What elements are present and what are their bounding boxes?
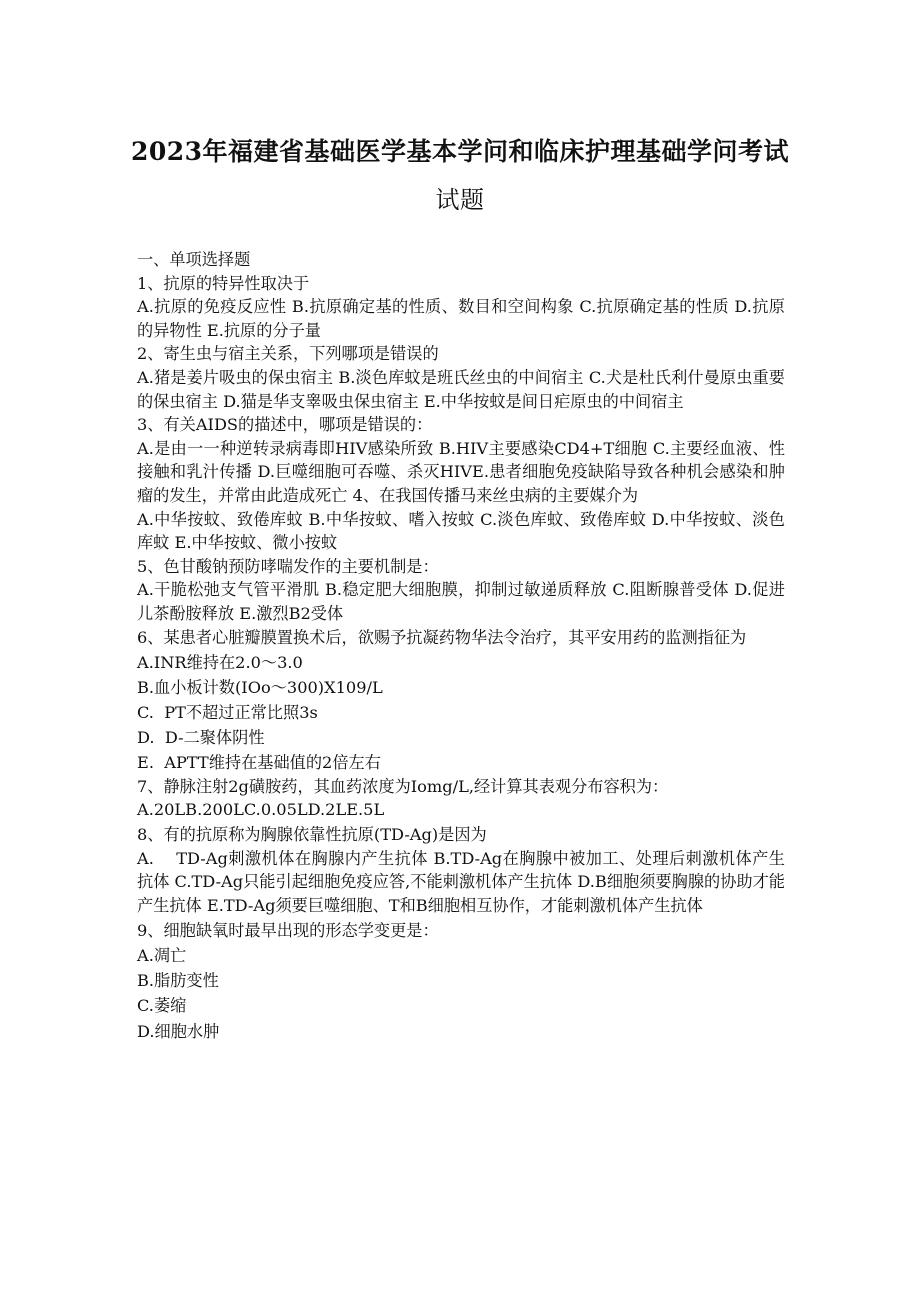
question-8: 8、有的抗原称为胸腺依靠性抗原(TD-Ag)是因为	[137, 825, 487, 845]
document-body	[137, 248, 785, 1043]
question-5-options: A.干脆松弛支气管平滑肌 B.稳定肥大细胞膜，抑制过敏递质释放 C.阻断腺普受体 D.促进儿茶酚胺释放 E.激烈B2受体	[137, 580, 785, 623]
question-6-option-e: E. APTT维持在基础值的2倍左右	[137, 752, 381, 772]
question-7-options: A.20LB.200LC.0.05LD.2LE.5L	[137, 800, 385, 820]
question-7: 7、静脉注射2g磺胺药，其血药浓度为Iomg/L,经计算其表观分布容积为：	[137, 776, 669, 796]
question-4-options: A.中华按蚊、致倦库蚊 B.中华按蚊、嗜入按蚊 C.淡色库蚊、致倦库蚊 D.中华按蚊、淡色库蚊 E.中华按蚊、微小按蚊	[137, 509, 785, 553]
question-8-options: A. TD-Ag刺激机体在胸腺内产生抗体 B.TD-Ag在胸腺中被加工、处理后刺激机体产生抗体 C.TD-Ag只能引起细胞免疫应答,不能刺激机体产生抗体 D.B细胞须要胸腺的协助才能产生抗体 E.TD-Ag须要巨噬细胞、T和B细胞相互协作，才能刺激机体产生抗体	[137, 848, 785, 916]
question-6: 6、某患者心脏瓣膜置换术后，欲赐予抗凝药物华法令治疗，其平安用药的监测指征为	[137, 627, 747, 647]
question-6-option-c: C. PT不超过正常比照3s	[137, 702, 318, 722]
question-1: 1、抗原的特异性取决于	[137, 273, 310, 293]
question-6-option-b: B.血小板计数(IOo～300)X109/L	[137, 677, 383, 697]
question-3: 3、有关AIDS的描述中，哪项是错误的：	[137, 415, 433, 435]
question-6-option-d: D. D-二聚体阴性	[137, 727, 265, 747]
question-9: 9、细胞缺氧时最早出现的形态学变更是：	[137, 921, 439, 941]
question-9-option-d: D.细胞水肿	[137, 1021, 220, 1041]
question-9-option-c: C.萎缩	[137, 996, 187, 1016]
question-6-option-a: A.INR维持在2.0～3.0	[137, 652, 303, 672]
question-1-options: A.抗原的免疫反应性 B.抗原确定基的性质、数目和空间构象 C.抗原确定基的性质 D.抗原的异物性 E.抗原的分子量	[137, 297, 785, 340]
question-3-options: A.是由一一种逆转录病毒即HIV感染所致 B.HIV主要感染CD4+T细胞 C.主要经血液、性接触和乳汁传播 D.巨噬细胞可吞噬、杀灭HIVE.患者细胞免疫缺陷导致各种机会感染和肿瘤的发生，并常由此造成死亡 4、在我国传播马来丝虫病的主要媒介为	[137, 438, 785, 505]
question-2: 2、寄生虫与宿主关系，下列哪项是错误的	[137, 344, 439, 364]
section-heading: 一、单项选择题	[137, 250, 251, 269]
question-5: 5、色甘酸钠预防哮喘发作的主要机制是：	[137, 556, 439, 576]
question-9-option-b: B.脂肪变性	[137, 971, 219, 991]
document-title-line1: 2023年福建省基础医学基本学问和临床护理基础学问考试	[130, 137, 790, 166]
question-9-option-a: A.凋亡	[137, 946, 187, 966]
document-title-line2: 试题	[435, 186, 485, 214]
question-2-options: A.猪是姜片吸虫的保虫宿主 B.淡色库蚊是班氏丝虫的中间宿主 C.犬是杜氏利什曼原虫重要的保虫宿主 D.猫是华支睾吸虫保虫宿主 E.中华按蚊是间日疟原虫的中间宿主	[137, 367, 785, 411]
